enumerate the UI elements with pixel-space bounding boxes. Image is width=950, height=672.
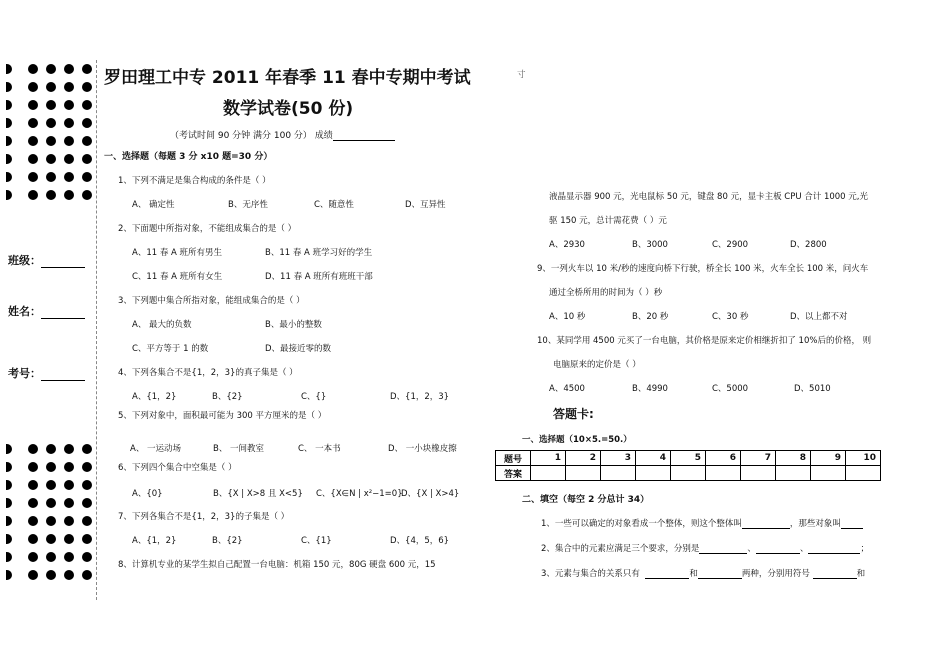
q7-option-b: B、{2} (212, 536, 243, 546)
number-cell: 8 (776, 451, 811, 466)
exam-info-text: （考试时间 90 分钟 满分 100 分） 成绩 (170, 131, 333, 141)
fill-blank[interactable] (742, 518, 790, 529)
q5-option-d: D、 一小块橡皮擦 (388, 444, 457, 454)
q7-option-c: C、{1} (301, 536, 332, 546)
answer-cell[interactable] (706, 466, 741, 481)
q10-option-b: B、4990 (632, 384, 668, 394)
question-6: 6、下列四个集合中空集是（ ） (118, 463, 237, 473)
number-cell: 1 (531, 451, 566, 466)
answer-cell[interactable] (741, 466, 776, 481)
q5-option-c: C、 一本书 (298, 444, 341, 454)
fill-question-2 (541, 542, 869, 554)
answer-cell[interactable] (811, 466, 846, 481)
fill-q1-text: 1、一些可以确定的对象看成一个整体，则这个整体叫 (541, 519, 742, 529)
number-cell: 7 (741, 451, 776, 466)
question-9: 9、一列火车以 10 米/秒的速度向桥下行驶，桥全长 100 米，火车全长 100 米，问火车 (537, 264, 869, 274)
q2-option-a: A、11 春 A 班所有男生 (132, 248, 223, 258)
answer-cell[interactable] (531, 466, 566, 481)
q1-option-c: C、随意性 (314, 200, 354, 210)
q4-option-c: C、{} (301, 392, 327, 402)
q1-option-d: D、互异性 (405, 200, 446, 210)
number-cell: 6 (706, 451, 741, 466)
question-10: 10、某同学用 4500 元买了一台电脑，其价格是原来定价相继折扣了 10%后的价格， 则 (537, 336, 872, 346)
q8-option-d: D、2800 (790, 240, 827, 250)
answer-table (495, 450, 881, 481)
q5-option-b: B、 一间教室 (213, 444, 265, 454)
fill-question-3 (541, 567, 865, 579)
id-label: 考号： (8, 367, 41, 380)
fill-q2-sep: 、 (747, 544, 756, 554)
question-8: 8、计算机专业的某学生拟自己配置一台电脑：机箱 150 元，80G 硬盘 600 元，15 (118, 560, 436, 570)
q6-option-a: A、{0} (132, 489, 163, 499)
question-9-continued: 通过全桥所用的时间为（ ）秒 (549, 288, 663, 298)
number-cell: 9 (811, 451, 846, 466)
q4-option-a: A、{1，2} (132, 392, 177, 402)
answer-table-answer-row (496, 466, 881, 481)
corner-mark: 寸 (517, 70, 526, 80)
question-8-continued-2: 驱 150 元，总计需花费（ ）元 (549, 216, 667, 226)
question-5: 5、下列对象中，面积最可能为 300 平方厘米的是（ ） (118, 411, 327, 421)
q6-option-d: D、{X | X>4} (401, 489, 460, 499)
q2-option-d: D、11 春 A 班所有班班干部 (265, 272, 373, 282)
q7-option-d: D、{4，5，6} (390, 536, 450, 546)
q3-option-d: D、最接近零的数 (265, 344, 332, 354)
q10-option-a: A、4500 (549, 384, 585, 394)
id-blank[interactable] (41, 370, 85, 381)
exam-title: 罗田理工中专 2011 年春季 11 春中专期中考试 (104, 68, 471, 88)
fill-blank[interactable] (808, 543, 860, 554)
answer-cell[interactable] (636, 466, 671, 481)
name-blank[interactable] (41, 308, 85, 319)
fill-q2-text: 2、集合中的元素应满足三个要求，分别是 (541, 544, 700, 554)
q9-option-d: D、以上都不对 (790, 312, 848, 322)
section1-heading: 一、选择题（每题 3 分 x10 题=30 分） (104, 152, 273, 162)
fill-q2-sep: 、 (799, 544, 809, 554)
fill-q3-text2: 两种，分别用符号 (741, 569, 810, 579)
fill-blank[interactable] (756, 543, 800, 554)
exam-info (170, 128, 395, 141)
answer-card-title: 答题卡: (553, 407, 594, 421)
question-1: 1、下列不满足是集合构成的条件是（ ） (118, 176, 271, 186)
fill-q1-text2: ，那些对象叫 (789, 519, 841, 529)
q3-option-c: C、平方等于 1 的数 (132, 344, 209, 354)
row-label-number: 题号 (496, 451, 531, 466)
fill-blank[interactable] (699, 543, 747, 554)
fill-blank[interactable] (841, 518, 863, 529)
q8-option-a: A、2930 (549, 240, 585, 250)
fill-q3-and2: 和 (856, 569, 866, 579)
row-label-answer: 答案 (496, 466, 531, 481)
q10-option-c: C、5000 (712, 384, 749, 394)
q9-option-a: A、10 秒 (549, 312, 586, 322)
name-label: 姓名： (8, 305, 41, 318)
fill-blank[interactable] (645, 568, 689, 579)
answer-cell[interactable] (601, 466, 636, 481)
class-blank[interactable] (41, 257, 85, 268)
number-cell: 5 (671, 451, 706, 466)
question-8-continued-1: 液晶显示器 900 元，光电鼠标 50 元，键盘 80 元，显卡主板 CPU 合计 1000 元,光 (549, 192, 868, 202)
question-7: 7、下列各集合不是{1，2，3}的子集是（ ） (118, 512, 290, 522)
q10-option-d: D、5010 (794, 384, 831, 394)
answer-cell[interactable] (776, 466, 811, 481)
q2-option-c: C、11 春 A 班所有女生 (132, 272, 223, 282)
section2-heading: 二、填空（每空 2 分总计 34） (522, 495, 650, 505)
decorative-dot-pattern-bottom (6, 440, 96, 584)
id-field[interactable] (8, 365, 85, 381)
number-cell: 2 (566, 451, 601, 466)
name-field[interactable] (8, 303, 85, 319)
class-field[interactable] (8, 252, 85, 268)
fill-blank[interactable] (813, 568, 857, 579)
exam-subtitle: 数学试卷(50 份) (223, 99, 354, 119)
answer-cell[interactable] (846, 466, 881, 481)
question-2: 2、下面题中所指对象，不能组成集合的是（ ） (118, 224, 297, 234)
q9-option-c: C、30 秒 (712, 312, 749, 322)
class-label: 班级： (8, 254, 41, 267)
answer-table-number-row (496, 451, 881, 466)
q1-option-a: A、 确定性 (132, 200, 175, 210)
q8-option-b: B、3000 (632, 240, 668, 250)
q6-option-c: C、{X∈N | x²−1=0} (316, 489, 403, 499)
fill-blank[interactable] (698, 568, 742, 579)
fill-q3-and: 和 (689, 569, 698, 579)
q3-option-a: A、 最大的负数 (132, 320, 192, 330)
q1-option-b: B、无序性 (228, 200, 268, 210)
number-cell: 10 (846, 451, 881, 466)
q3-option-b: B、最小的整数 (265, 320, 322, 330)
q8-option-c: C、2900 (712, 240, 749, 250)
answer-cell[interactable] (671, 466, 706, 481)
question-4: 4、下列各集合不是{1，2，3}的真子集是（ ） (118, 368, 298, 378)
fill-question-1 (541, 517, 863, 529)
q6-option-b: B、{X | X>8 且 X<5} (213, 489, 303, 499)
fill-q3-text: 3、元素与集合的关系只有 (541, 569, 640, 579)
q4-option-b: B、{2} (212, 392, 243, 402)
number-cell: 3 (601, 451, 636, 466)
binding-dashed-line (96, 60, 97, 600)
q2-option-b: B、11 春 A 班学习好的学生 (265, 248, 373, 258)
question-3: 3、下列题中集合所指对象，能组成集合的是（ ） (118, 296, 305, 306)
score-blank[interactable] (333, 130, 395, 141)
number-cell: 4 (636, 451, 671, 466)
q7-option-a: A、{1，2} (132, 536, 177, 546)
q4-option-d: D、{1，2，3} (390, 392, 450, 402)
q5-option-a: A、 一运动场 (130, 444, 182, 454)
question-10-continued: 电脑原来的定价是（ ） (553, 360, 641, 370)
fill-q2-end: ； (860, 544, 869, 554)
answer-cell[interactable] (566, 466, 601, 481)
decorative-dot-pattern-top (6, 60, 96, 204)
answer-card-heading: 一、选择题（10×5.=50.） (522, 435, 632, 445)
q9-option-b: B、20 秒 (632, 312, 669, 322)
